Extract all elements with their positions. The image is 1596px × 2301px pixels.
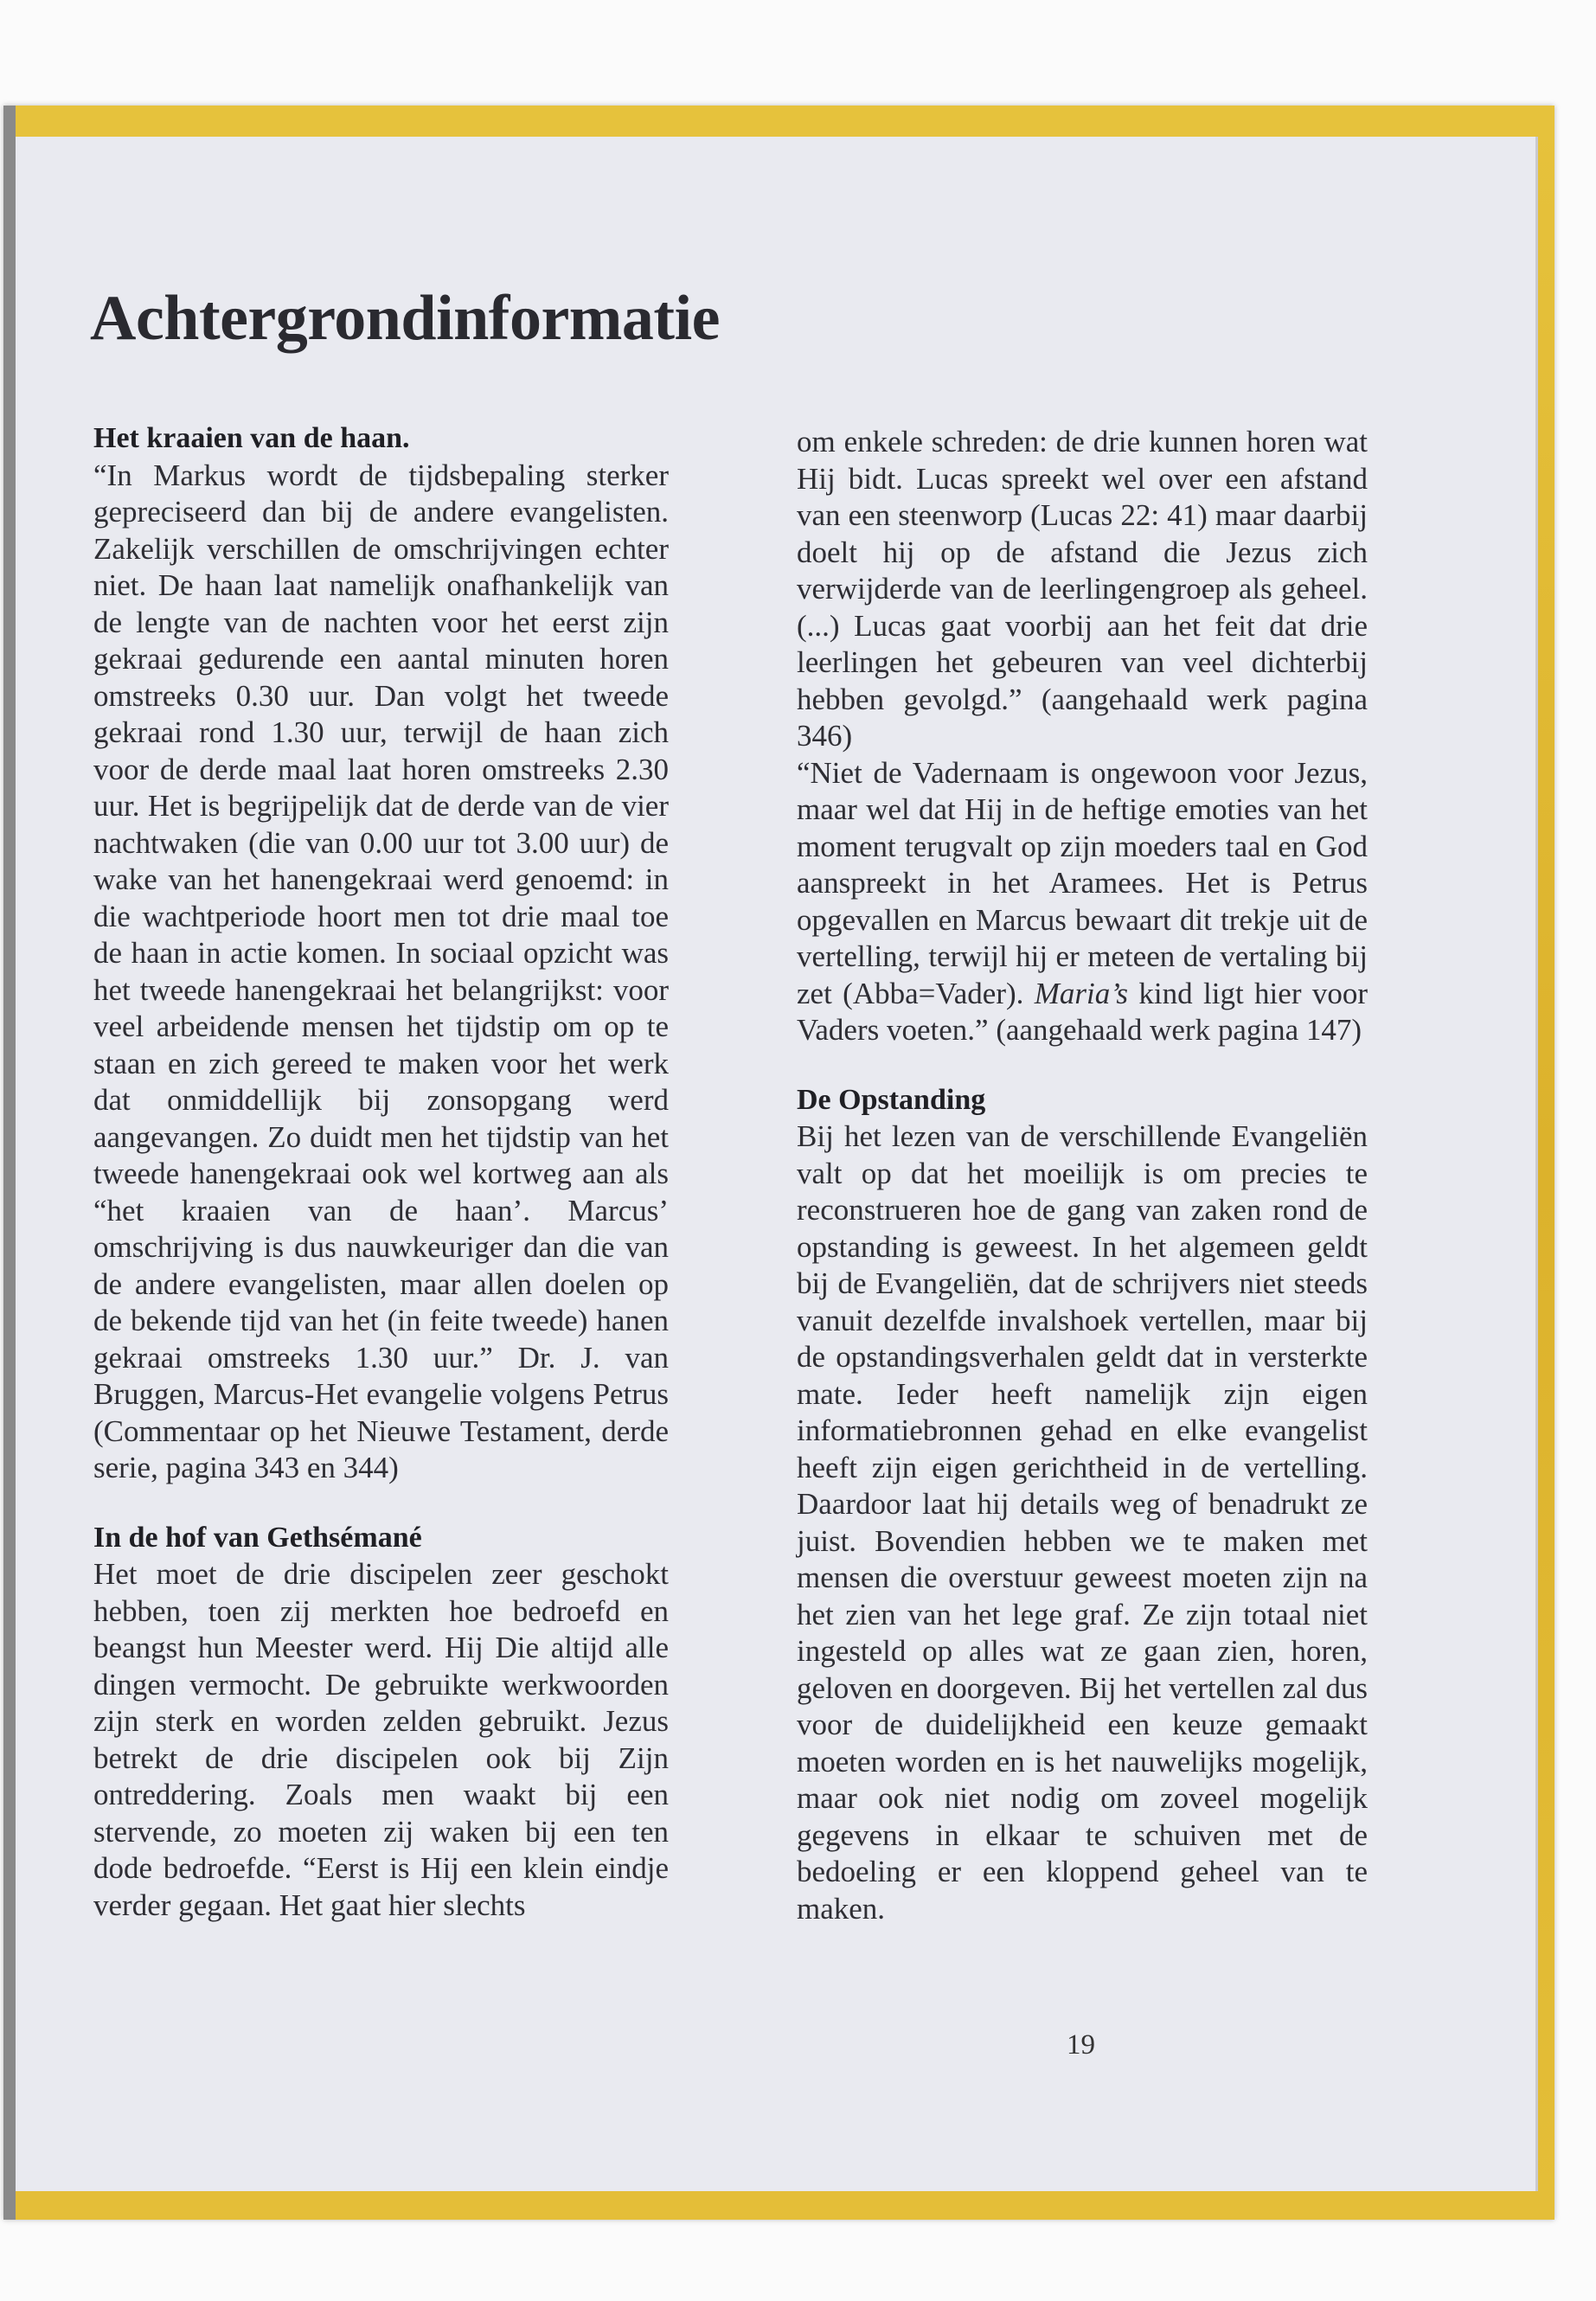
section-gap <box>93 1487 669 1520</box>
section-text-haan: “In Markus wordt de tijdsbepaling sterker gepreciseerd dan bij de andere evangelisten. Zakelijk verschillen de omschrijvingen echter niet. De haan laat namelijk onafhankelijk van de lengte van de nachten voor het eerst zijn gekraai gedurende een aantal minuten horen omstreeks 0.30 uur. Dan volgt het tweede gekraai rond 1.30 uur, terwijl de haan zich voor de derde maal laat horen omstreeks 2.30 uur. Het is begrijpelijk dat de derde van de vier nachtwaken (die van 0.00 uur tot 3.00 uur) de wake van het hanengekraai werd genoemd: in die wachtperiode hoort men tot drie maal toe de haan in actie komen. In sociaal opzicht was het tweede hanengekraai het belangrijkst: voor veel arbeidende mensen het tijdstip om op te staan en zich gereed te maken voor het werk dat onmiddellijk bij zonsopgang werd aangevangen. Zo duidt men het tijdstip van het tweede hanengekraai ook wel kortweg aan als “het kraaien van de haan’. Marcus’ omschrijving is dus nauwkeuriger dan die van de andere evangelisten, maar allen doelen op de bekende tijd van het (in feite tweede) hanen gekraai omstreeks 1.30 uur.” Dr. J. van Bruggen, Marcus-Het evangelie volgens Petrus (Commentaar op het Nieuwe Testament, derde serie, pagina 343 en 344) <box>93 458 669 1484</box>
section-heading-gethsemane: In de hof van Gethsémané <box>93 1521 422 1554</box>
page-number: 19 <box>1067 2029 1095 2061</box>
left-column <box>93 420 669 1924</box>
section-heading-opstanding: De Opstanding <box>797 1083 986 1116</box>
quote-vadernaam-part1: “Niet de Vadernaam is ongewoon voor Jezus, maar wel dat Hij in de heftige emoties van het moment terugvalt op zijn moeders taal en God aanspreekt in het Aramees. Het is Petrus opgevallen en Marcus bewaart dit trekje uit de vertelling, terwijl hij er meteen de vertaling bij zet (Abba=Vader). <box>797 755 1368 1010</box>
continuation-text: om enkele schreden: de drie kunnen horen wat Hij bidt. Lucas spreekt wel over een afstand van een steenworp (Lucas 22: 41) maar daarbij doelt hij op de afstand die Jezus zich verwijderde van de leerlingengroep als geheel. (...) Lucas gaat voorbij aan het feit dat drie leerlingen het gebeuren van veel dichterbij hebben gevolgd.” (aangehaald werk pagina 346) <box>797 425 1368 753</box>
section-gap <box>797 1049 1368 1082</box>
section-heading-haan: Het kraaien van de haan. <box>93 422 410 454</box>
book-spine-edge <box>3 106 16 2220</box>
quote-vadernaam <box>797 755 1368 1049</box>
section-text-gethsemane: Het moet de drie discipelen zeer geschokt hebben, toen zij merkten hoe bedroefd en beangst hun Meester werd. Hij Die altijd alle dingen vermocht. De gebruikte werkwoorden zijn sterk en worden zelden gebruikt. Jezus betrekt de drie discipelen ook bij Zijn ontreddering. Zoals men waakt bij een stervende, zo moeten zij waken bij een ten dode bedroefde. “Eerst is Hij een klein eindje verder gegaan. Het gaat hier slechts <box>93 1557 669 1922</box>
quote-vadernaam-italic: Maria’s <box>1034 976 1129 1010</box>
quote-vadernaam-part2: kind ligt hier voor Vaders voeten.” (aangehaald werk pagina 147) <box>797 976 1368 1047</box>
right-column <box>797 424 1368 1927</box>
page-title: Achtergrondinformatie <box>90 283 720 354</box>
book-page <box>16 137 1538 2191</box>
section-text-opstanding: Bij het lezen van de verschillende Evangeliën valt op dat het moeilijk is om precies te reconstrueren hoe de gang van zaken rond de opstanding is geweest. In het algemeen geldt bij de Evangeliën, dat de schrijvers niet steeds vanuit dezelfde invalshoek vertellen, maar bij de opstandingsverhalen geldt dat in versterkte mate. Ieder heeft namelijk zijn eigen informatiebronnen gehad en elke evangelist heeft zijn eigen gerichtheid in de vertelling. Daardoor laat hij details weg of benadrukt ze juist. Bovendien hebben we te maken met mensen die overstuur geweest moeten zijn na het zien van het lege graf. Ze zijn totaal niet ingesteld op alles wat ze gaan zien, horen, geloven en doorgeven. Bij het vertellen zal dus voor de duidelijkheid een keuze gemaakt moeten worden en is het nauwelijks mogelijk, maar ook niet nodig om zoveel mogelijk gegevens in elkaar te schuiven met de bedoeling er een kloppend geheel van te maken. <box>797 1119 1368 1926</box>
